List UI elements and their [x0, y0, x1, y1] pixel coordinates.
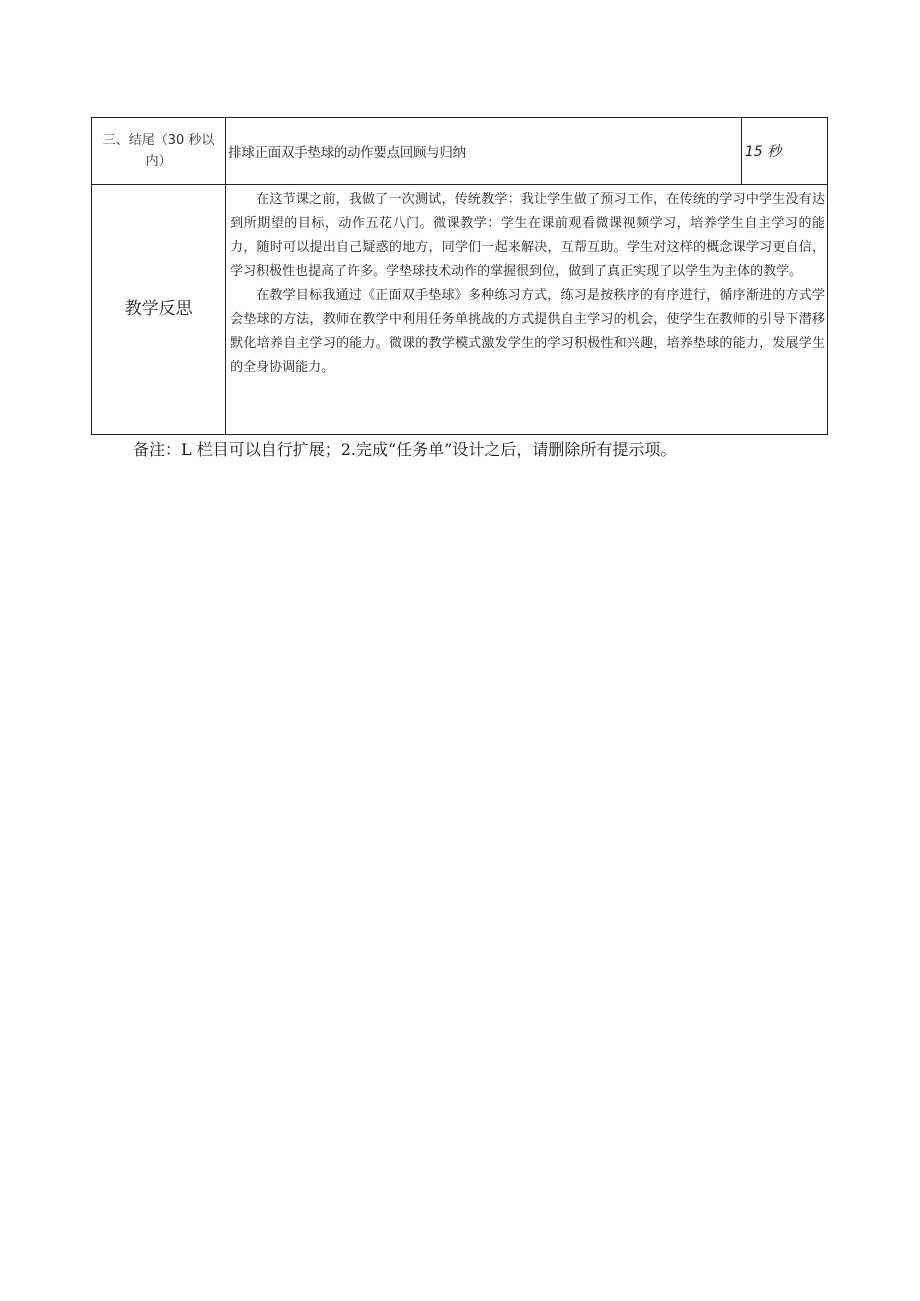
teaching-reflection-row	[92, 185, 828, 435]
closing-stage-label: 三、结尾（30 秒以内）	[92, 118, 226, 185]
closing-stage-time: 15 秒	[741, 118, 827, 185]
lesson-plan-table	[91, 117, 828, 435]
reflection-paragraph: 在教学目标我通过《正面双手垫球》多种练习方式，练习是按秩序的有序进行，循序渐进的方式学会垫球的方法，教师在教学中利用任务单挑战的方式提供自主学习的机会，使学生在教师的引导下潜移默化培养自主学习的能力。微课的教学模式激发学生的学习积极性和兴趣，培养垫球的能力，发展学生的全身协调能力。	[230, 288, 825, 375]
teaching-reflection-label: 教学反思	[92, 185, 226, 435]
reflection-paragraph: 在这节课之前，我做了一次测试，传统教学：我让学生做了预习工作，在传统的学习中学生没有达到所期望的目标，动作五花八门。微课教学：学生在课前观看微课视频学习，培养学生自主学习的能力，随时可以提出自己疑惑的地方，同学们一起来解决，互帮互助。学生对这样的概念课学习更自信，学习积极性也提高了许多。学垫球技术动作的掌握很到位，做到了真正实现了以学生为主体的教学。	[230, 192, 825, 279]
teaching-reflection-content	[226, 185, 828, 435]
footnote: 备注：L 栏目可以自行扩展；2.完成“任务单”设计之后，请删除所有提示项。	[133, 440, 677, 459]
closing-stage-row	[92, 118, 828, 185]
closing-stage-content: 排球正面双手垫球的动作要点回顾与归纳	[226, 118, 742, 185]
